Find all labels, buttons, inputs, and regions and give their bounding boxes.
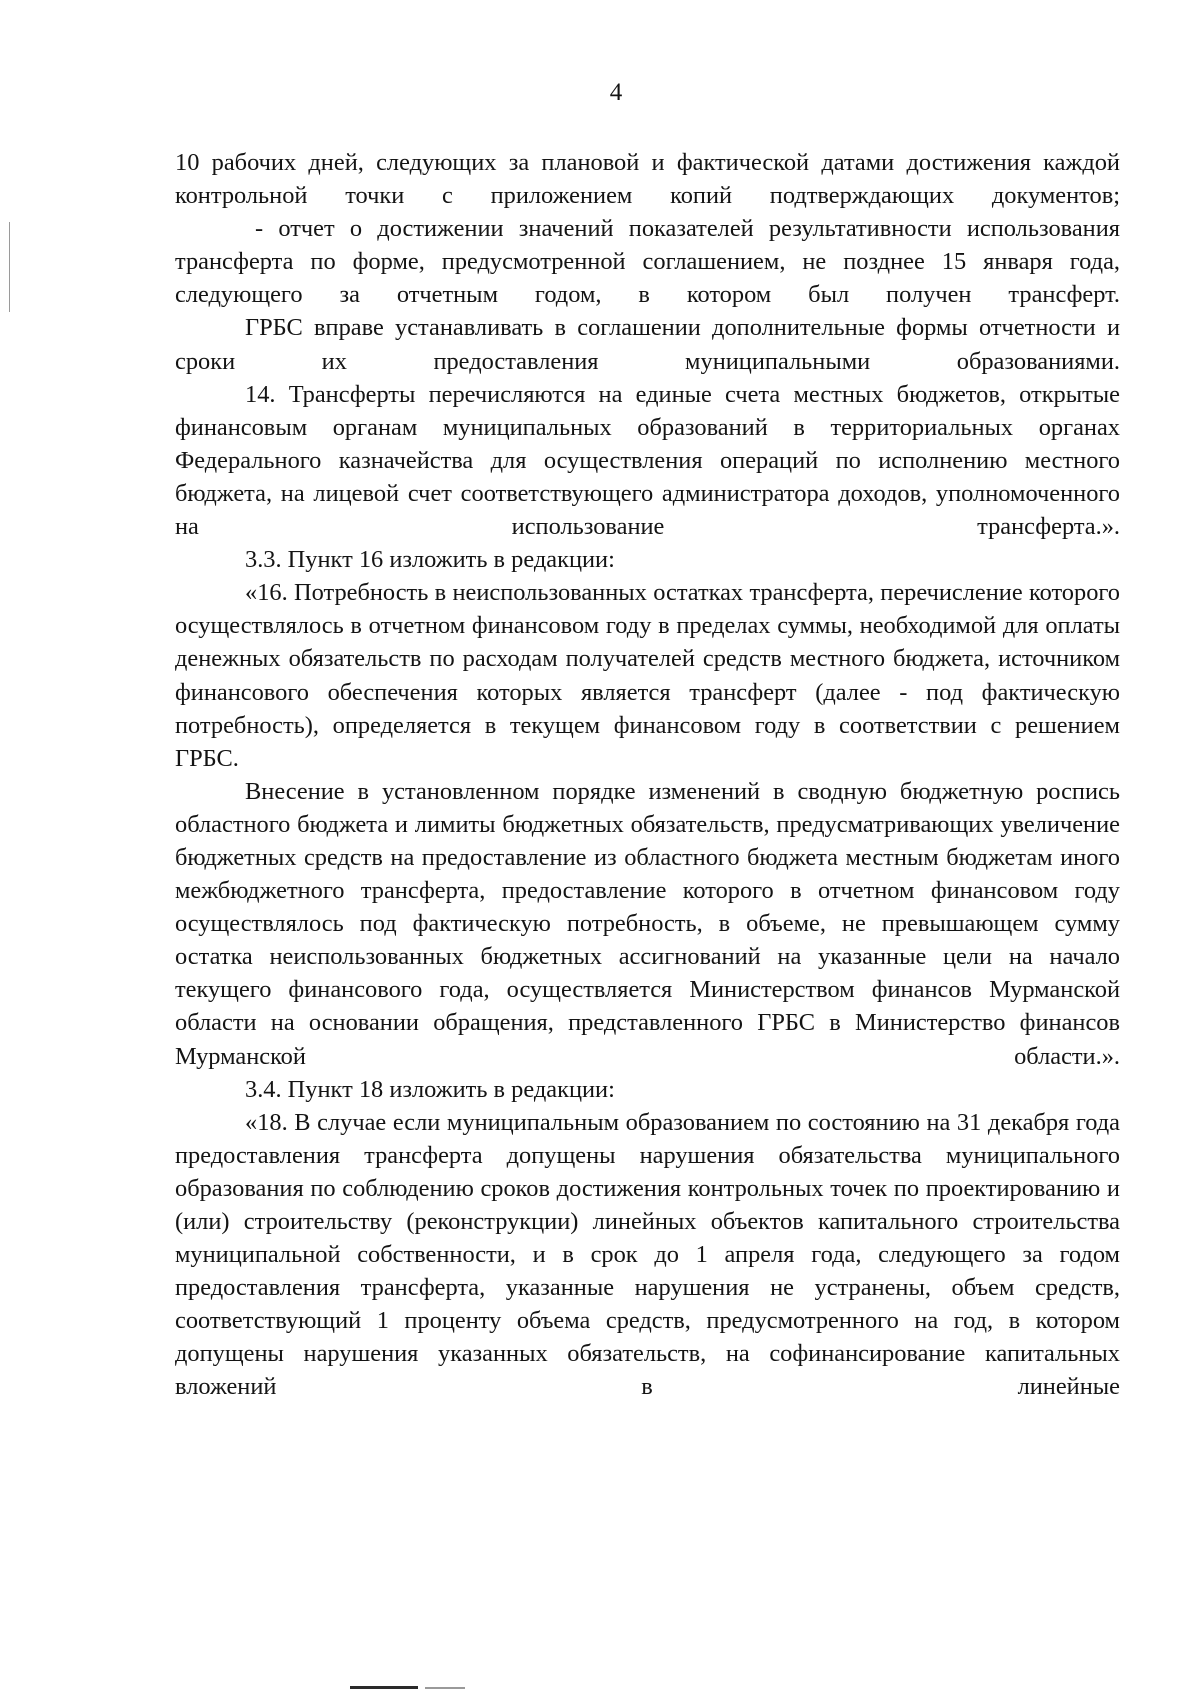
paragraph-continuation: 10 рабочих дней, следующих за плановой и фактической датами достижения каждой контрольной точки с приложением копий подтверждающих документов; — [175, 149, 1120, 210]
page-number: 4 — [609, 79, 623, 106]
paragraph-item-14: 14. Трансферты перечисляются на единые счета местных бюджетов, открытые финансовым органам муниципальных образований в территориальных органах Федерального казначейства для осуществления операций по исполнению местного бюджета, на лицевой счет соответствующего администратора доходов, уполномоченного на использование трансферта.». — [175, 380, 1120, 541]
footer-rule-faint — [425, 1687, 465, 1689]
paragraph-report-item: - отчет о достижении значений показателей результативности использования трансферта по форме, предусмотренной соглашением, не позднее 15 января года, следующего за отчетным годом, в котором был получен трансферт. — [175, 215, 1120, 309]
paragraph-grbs-rights: ГРБС вправе устанавливать в соглашении дополнительные формы отчетности и сроки их предоставления муниципальными образованиями. — [175, 314, 1120, 375]
scan-margin-mark — [9, 222, 10, 312]
paragraph-budget-changes: Внесение в установленном порядке изменений в сводную бюджетную роспись областного бюджета и лимиты бюджетных обязательств, предусматривающих увеличение бюджетных средств на предоставление из областного бюджета местным бюджетам иного межбюджетного трансферта, предоставление которого в отчетном финансовом году осуществлялось под фактическую потребность, в объеме, не превышающем сумму остатка неиспользованных бюджетных ассигнований на указанные цели на начало текущего финансового года, осуществляется Министерством финансов Мурманской области на основании обращения, представленного ГРБС в Министерство финансов Мурманской области.». — [175, 777, 1120, 1070]
paragraph-item-18: «18. В случае если муниципальным образованием по состоянию на 31 декабря года предоставления трансферта допущены нарушения обязательства муниципального образования по соблюдению сроков достижения контрольных точек по проектированию и (или) строительству (реконструкции) линейных объектов капитального строительства муниципальной собственности, и в срок до 1 апреля года, следующего за годом предоставления трансферта, указанные нарушения не устранены, объем средств, соответствующий 1 проценту объема средств, предусмотренного на год, в котором допущены нарушения указанных обязательств, на софинансирование капитальных вложений в линейные — [175, 1108, 1120, 1401]
footer-rule — [350, 1686, 418, 1689]
paragraph-amendment-3-4: 3.4. Пункт 18 изложить в редакции: — [245, 1075, 615, 1103]
paragraph-item-16: «16. Потребность в неиспользованных остатках трансферта, перечисление которого осуществлялось в отчетном финансовом году в пределах суммы, необходимой для оплаты денежных обязательств по расходам получателей средств местного бюджета, источником финансового обеспечения которых является трансферт (далее - под фактическую потребность), определяется в текущем финансовом году в соответствии с решением ГРБС. — [175, 579, 1120, 772]
paragraph-amendment-3-3: 3.3. Пункт 16 изложить в редакции: — [245, 546, 615, 574]
document-body — [175, 146, 1120, 1404]
